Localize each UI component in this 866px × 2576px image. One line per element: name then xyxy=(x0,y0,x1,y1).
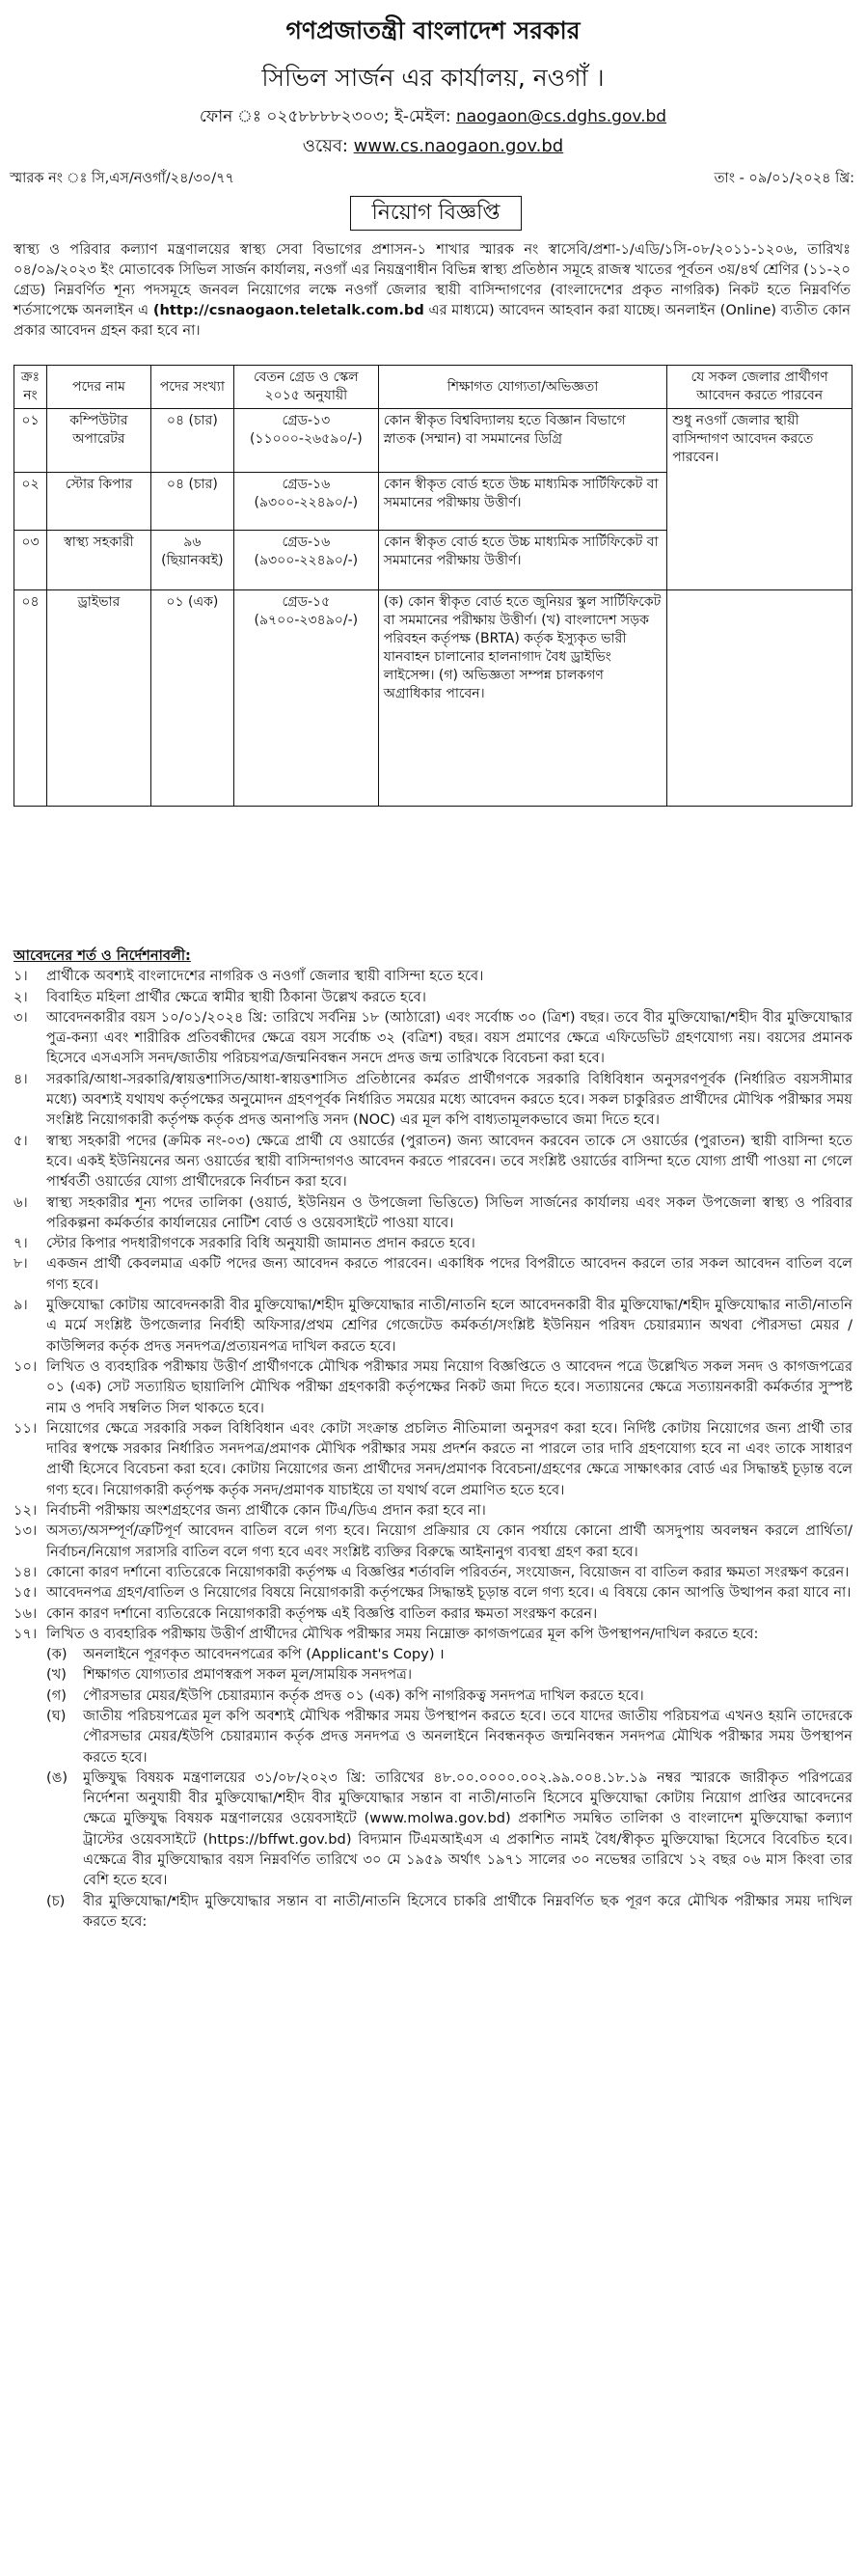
row-serial: ০৪ xyxy=(14,590,47,807)
condition-number: ১৬। xyxy=(14,1604,38,1622)
header-post: পদের নাম xyxy=(46,366,150,409)
row-grade: গ্রেড-১৫ (৯৭০০-২৩৪৯০/-) xyxy=(233,590,378,807)
condition-number: ১৩। xyxy=(14,1522,38,1540)
row-serial: ০১ xyxy=(14,409,47,473)
row-count: ০৪ (চার) xyxy=(150,409,233,473)
row-qualification: (ক) কোন স্বীকৃত বোর্ড হতে জুনিয়র স্কুল সার্টিফিকেট বা সমমানের পরীক্ষায় উত্তীর্ণ। (খ) বাংলাদেশ সড়ক পরিবহন কর্তৃপক্ষ (BRTA) কর্তৃক ইস্যুকৃত ভারী যানবাহন চালানোর হালনাগাদ বৈধ ড্রাইভিং লাইসেন্স। (গ) অভিজ্ঞতা সম্পন্ন চালকগণ অগ্রাধিকার পাবেন। xyxy=(378,590,666,807)
condition-text: লিখিত ও ব্যবহারিক পরীক্ষায় উত্তীর্ণ প্রার্থীদের মৌখিক পরীক্ষার সময় নিম্নোক্ত কাগজপত্রের মূল কপি উপস্থাপন/দাখিল করতে হবে: xyxy=(46,1625,759,1642)
row-post: ড্রাইভার xyxy=(46,590,150,807)
intro-paragraph xyxy=(14,239,851,341)
notice-title: নিয়োগ বিজ্ঞপ্তি xyxy=(350,196,522,231)
document-text: অনলাইনে পূরণকৃত আবেদনপত্রের কপি (Applicant's Copy) । xyxy=(83,1646,445,1663)
condition-number: ৬। xyxy=(14,1193,28,1211)
application-link[interactable]: (http://csnaogaon.teletalk.com.bd xyxy=(152,302,424,318)
conditions-heading: আবেদনের শর্ত ও নির্দেশনাবলী: xyxy=(14,947,191,964)
condition-text: কোনো কারণ দর্শানো ব্যতিরেকে নিয়োগকারী কর্তৃপক্ষ এ বিজ্ঞপ্তির শর্তাবলি পরিবর্তন, সংযোজন, বিয়োজন বা বাতিল করার ক্ষমতা সংরক্ষণ করেন। xyxy=(46,1563,850,1580)
condition-text: একজন প্রার্থী কেবলমাত্র একটি পদের জন্য আবেদন করতে পারবেন। একাধিক পদের বিপরীতে আবেদন করলে তার সকল আবেদন বাতিল বলে গণ্য হবে। xyxy=(46,1255,852,1293)
condition-number: ১২। xyxy=(14,1502,38,1520)
memo-number: স্মারক নং ঃ সি,এস/নওগাঁ/২৪/৩০/৭৭ xyxy=(10,171,234,186)
eligible-districts: শুধু নওগাঁ জেলার স্থায়ী বাসিন্দাগণ আবেদন করতে পারবেন। xyxy=(667,409,852,590)
header-grade: বেতন গ্রেড ও স্কেল ২০১৫ অনুযায়ী xyxy=(233,366,378,409)
row-grade: গ্রেড-১৬ (৯৩০০-২২৪৯০/-) xyxy=(233,531,378,590)
row-serial: ০২ xyxy=(14,473,47,531)
condition-number: ১৭। xyxy=(14,1625,38,1642)
row-qualification: কোন স্বীকৃত বিশ্ববিদ্যালয় হতে বিজ্ঞান বিভাগে স্নাতক (সম্মান) বা সমমানের ডিগ্রি xyxy=(378,409,666,473)
row-qualification: কোন স্বীকৃত বোর্ড হতে উচ্চ মাধ্যমিক সার্টিফিকেট বা সমমানের পরীক্ষায় উত্তীর্ণ। xyxy=(378,531,666,590)
condition-text: কোন কারণ দর্শানো ব্যতিরেকে নিয়োগকারী কর্তৃপক্ষ এই বিজ্ঞপ্তি বাতিল করার ক্ষমতা সংরক্ষণ করেন। xyxy=(46,1604,598,1622)
document-item xyxy=(46,1664,852,1685)
condition-item xyxy=(14,1582,852,1603)
condition-item xyxy=(14,1357,852,1418)
condition-text: আবেদনকারীর বয়স ১০/০১/২০২৪ খ্রি: তারিখে সর্বনিম্ন ১৮ (আঠারো) এবং সর্বোচ্চ ৩০ (ত্রিশ) বছর। তবে বীর মুক্তিযোদ্ধা/শহীদ বীর মুক্তিযোদ্ধার পুত্র-কন্যা এবং শারীরিক প্রতিবন্ধীদের ক্ষেত্রে বয়স সর্বোচ্চ ৩২ (বত্রিশ) বছর। বয়স প্রমাণের ক্ষেত্রে এফিডেভিট গ্রহণযোগ্য নয়। বয়সের প্রমানক হিসেবে এসএসসি সনদ/জাতীয় পরিচয়পত্র/জন্মনিবন্ধন সনদে প্রদত্ত জন্ম তারিখকে বিবেচনা করা হবে। xyxy=(46,1008,852,1067)
document-letter: (খ) xyxy=(46,1666,67,1684)
vacancy-table xyxy=(14,365,852,807)
condition-text: নিয়োগের ক্ষেত্রে সরকারি সকল বিধিবিধান এবং কোটা সংক্রান্ত প্রচলিত নীতিমালা অনুসরণ করা হবে। নির্দিষ্ট কোটায় নিয়োগের জন্য প্রার্থী তার দাবির স্বপক্ষে সরকার নির্ধারিত সনদপত্র/প্রমাণক মৌখিক পরীক্ষার সময় প্রদর্শন করতে না পারলে তার দাবি গ্রহণযোগ্য হবে না এবং তাকে সাধারণ প্রার্থী হিসেবে বিবেচনা করা হবে। কোটায় নিয়োগের জন্য প্রার্থীদের সনদ/প্রমাণক বিবেচনা/গ্রহণের ক্ষেত্রে সাক্ষাৎকার বোর্ড এর সিদ্ধান্তই চূড়ান্ত বলে গণ্য হবে। নিয়োগকারী কর্তৃপক্ষ কর্তৃক সনদ/প্রমাণক যাচাইয়ে তা যথার্থ বলে প্রমাণিত হতে হবে। xyxy=(46,1419,852,1498)
condition-item xyxy=(14,1295,852,1357)
document-text: শিক্ষাগত যোগ্যতার প্রমাণস্বরূপ সকল মূল/সাময়িক সনদপত্র। xyxy=(83,1666,413,1684)
row-count: ০৪ (চার) xyxy=(150,473,233,531)
condition-item xyxy=(14,1562,852,1582)
office-title: সিভিল সার্জন এর কার্যালয়, নওগাঁ । xyxy=(261,64,605,92)
table-header-row xyxy=(14,366,852,409)
condition-number: ৯। xyxy=(14,1297,28,1314)
table-row xyxy=(14,409,852,473)
document-text: পৌরসভার মেয়র/ইউপি চেয়ারম্যান কর্তৃক প্রদত্ত ০১ (এক) কপি নাগরিকত্ব সনদপত্র দাখিল করতে হবে। xyxy=(83,1686,644,1704)
memo-date: তাং - ০৯/০১/২০২৪ খ্রি: xyxy=(714,171,854,186)
condition-number: ৩। xyxy=(14,1008,28,1026)
document-letter: (চ) xyxy=(46,1892,66,1909)
condition-number: ১০। xyxy=(14,1357,38,1375)
header-qualification: শিক্ষাগত যোগ্যতা/অভিজ্ঞতা xyxy=(378,366,666,409)
website-line xyxy=(0,132,866,162)
condition-text: স্টোর কিপার পদধারীগণকে সরকারি বিধি অনুযায়ী জামানত প্রদান করতে হবে। xyxy=(46,1235,475,1252)
document-letter: (ঘ) xyxy=(46,1707,67,1724)
condition-text: আবেদনপত্র গ্রহণ/বাতিল ও নিয়োগের বিষয়ে নিয়োগকারী কর্তৃপক্ষের সিদ্ধান্তই চূড়ান্ত বলে গণ্য হবে। এ বিষয়ে কোন আপত্তি উত্থাপন করা যাবে না। xyxy=(46,1584,852,1602)
condition-number: ১। xyxy=(14,968,28,985)
condition-item xyxy=(14,1500,852,1521)
email-link[interactable]: naogaon@cs.dghs.gov.bd xyxy=(455,107,667,126)
condition-item xyxy=(14,1233,852,1253)
web-label: ওয়েব: xyxy=(302,136,354,156)
phone-text: ফোন ঃ ০২৫৮৮৮৮২৩০৩; ই-মেইল: xyxy=(199,107,456,126)
condition-number: ৮। xyxy=(14,1255,28,1273)
conditions-section xyxy=(14,945,852,1932)
condition-item xyxy=(14,1521,852,1562)
condition-text: সরকারি/আধা-সরকারি/স্বায়ত্তশাসিত/আধা-স্বায়ত্তশাসিত প্রতিষ্ঠানের কর্মরত প্রার্থীগণকে সরকারি বিধিবিধান অনুসরণপূর্বক (নির্ধারিত বয়সসীমার মধ্যে) অবশ্যই যথাযথ কর্তৃপক্ষের অনুমোদন গ্রহণপূর্বক নির্ধারিত সময়ের মধ্যে আবেদন করতে হবে। সকল চাকুরিরত প্রার্থীদের মৌখিক পরীক্ষার সময় সংশ্লিষ্ট নিয়োগকারী কর্তৃপক্ষ কর্তৃক প্রদত্ত অনাপত্তি সনদ (NOC) এর মূল কপি বাধ্যতামূলকভাবে জমা দিতে হবে। xyxy=(46,1070,852,1129)
intro-text-2: এর মাধ্যমে) আবেদন আহবান করা যাচ্ছে। অনলাইন (Online) ব্যতীত কোন প্রকার আবেদন গ্রহন করা হবে না। xyxy=(14,302,851,339)
condition-text: বিবাহিত মহিলা প্রার্থীর ক্ষেত্রে স্বামীর স্থায়ী ঠিকানা উল্লেখ করতে হবে। xyxy=(46,988,426,1005)
condition-number: ১৪। xyxy=(14,1563,38,1580)
condition-text: অসত্য/অসম্পূর্ণ/ত্রুটিপূর্ণ আবেদন বাতিল বলে গণ্য হবে। নিয়োগ প্রক্রিয়ার যে কোন পর্যায়ে কোনো প্রার্থী অসদুপায় অবলম্বন করলে প্রার্থিতা/নির্বাচন/নিয়োগ সরাসরি বাতিল বলে গণ্য হবে এবং সংশ্লিষ্ট ব্যক্তির বিরুদ্ধে আইনানুগ ব্যবস্থা গ্রহণ করা হবে। xyxy=(46,1522,852,1560)
condition-item xyxy=(14,1603,852,1624)
row-qualification: কোন স্বীকৃত বোর্ড হতে উচ্চ মাধ্যমিক সার্টিফিকেট বা সমমানের পরীক্ষায় উত্তীর্ণ। xyxy=(378,473,666,531)
document-item xyxy=(46,1685,852,1706)
condition-item xyxy=(14,1418,852,1500)
document-item xyxy=(46,1644,852,1664)
condition-number: ৫। xyxy=(14,1132,28,1149)
header-eligible: যে সকল জেলার প্রার্থীগণ আবেদন করতে পারবেন xyxy=(667,366,852,409)
row-count: ০১ (এক) xyxy=(150,590,233,807)
document-item xyxy=(46,1768,852,1891)
document-letter: (ঙ) xyxy=(46,1768,68,1786)
government-title: গণপ্রজাতন্ত্রী বাংলাদেশ সরকার xyxy=(285,16,581,44)
table-row xyxy=(14,590,852,807)
condition-item xyxy=(14,987,852,1007)
row-post: কম্পিউটার অপারেটর xyxy=(46,409,150,473)
document-letter: (ক) xyxy=(46,1646,68,1663)
header-serial: ক্রঃ নং xyxy=(14,366,47,409)
row-post: স্টোর কিপার xyxy=(46,473,150,531)
website-link[interactable]: www.cs.naogaon.gov.bd xyxy=(353,136,564,156)
document-item xyxy=(46,1891,852,1932)
condition-item xyxy=(14,1192,852,1234)
condition-text: লিখিত ও ব্যবহারিক পরীক্ষায় উত্তীর্ণ প্রার্থীগণকে মৌখিক পরীক্ষার সময় নিয়োগ বিজ্ঞপ্তিতে ও আবেদন পত্রে উল্লেখিত সকল সনদ ও কাগজপত্রের ০১ (এক) সেট সত্যায়িত ছায়ালিপি মৌখিক পরীক্ষা গ্রহণকারী কর্তৃপক্ষের নিকট জমা দিতে হবে। সত্যায়নের ক্ষেত্রে সত্যায়নকারী কর্মকর্তার সুস্পষ্ট নাম ও পদবি সম্বলিত সিল থাকতে হবে। xyxy=(46,1357,852,1416)
condition-item xyxy=(14,1253,852,1295)
row-serial: ০৩ xyxy=(14,531,47,590)
condition-item xyxy=(14,1007,852,1069)
condition-item xyxy=(14,1069,852,1131)
condition-number: ৪। xyxy=(14,1070,28,1087)
header-count: পদের সংখ্যা xyxy=(150,366,233,409)
row-grade: গ্রেড-১৬ (৯৩০০-২২৪৯০/-) xyxy=(233,473,378,531)
condition-item xyxy=(14,966,852,986)
condition-number: ৭। xyxy=(14,1235,28,1252)
document-text: মুক্তিযুদ্ধ বিষয়ক মন্ত্রণালয়ের ৩১/০৮/২০২৩ খ্রি: তারিখের ৪৮.০০.০০০০.০০২.৯৯.০০৪.১৮.১৯ নম্বর স্মারকে জারীকৃত পরিপত্রের নির্দেশনা অনুযায়ী বীর মুক্তিযোদ্ধা/শহীদ বীর মুক্তিযোদ্ধার সন্তান বা নাতী/নাতনি হিসেবে মুক্তিযোদ্ধা কোটায় নিয়োগ প্রাপ্তির আবেদনের ক্ষেত্রে মুক্তিযুদ্ধ বিষয়ক মন্ত্রণালয়ের ওয়েবসাইটে (www.molwa.gov.bd) প্রকাশিত সমন্বিত তালিকা ও বাংলাদেশ মুক্তিযোদ্ধা কল্যাণ ট্রাস্টের ওয়েবসাইটে (https://bffwt.gov.bd) বিদ্যমান টিএমআইএস এ প্রকাশিত নামই বৈধ/স্বীকৃত মুক্তিযোদ্ধা হিসেবে বিবেচিত হবে। এক্ষেত্রে বীর মুক্তিযোদ্ধার বয়স নিম্নবর্ণিত তারিখে ৩০ মে ১৯৫৯ অর্থাৎ ১৯৭১ সালের ৩০ নভেম্বর তারিখে ১২ বছর ০৬ মাস কিংবা তার বেশি হতে হবে। xyxy=(83,1768,852,1889)
condition-number: ১৫। xyxy=(14,1584,38,1602)
reference-line xyxy=(10,168,856,191)
condition-text: নির্বাচনী পরীক্ষায় অংশগ্রহণের জন্য প্রার্থীকে কোন টিএ/ডিএ প্রদান করা হবে না। xyxy=(46,1502,486,1520)
condition-number: ১১। xyxy=(14,1419,38,1437)
document-letter: (গ) xyxy=(46,1686,67,1704)
document-text: জাতীয় পরিচয়পত্রের মূল কপি অবশ্যই মৌখিক পরীক্ষার সময় উপস্থাপন করতে হবে। তবে যাদের জাতীয় পরিচয়পত্র এখনও হয়নি তাদেরকে পৌরসভার মেয়র/ইউপি চেয়ারম্যান কর্তৃক প্রদত্ত সনদপত্র ও অনলাইনে নিবন্ধনকৃত জন্মনিবন্ধন সনদপত্র মৌখিক পরীক্ষার সময় উপস্থাপন করতে হবে। xyxy=(83,1707,852,1766)
row-post: স্বাস্থ্য সহকারী xyxy=(46,531,150,590)
condition-text: স্বাস্থ্য সহকারীর শূন্য পদের তালিকা (ওয়ার্ড, ইউনিয়ন ও উপজেলা ভিত্তিতে) সিভিল সার্জনের কার্যালয় এবং সকল উপজেলা স্বাস্থ্য ও পরিবার পরিকল্পনা কর্মকর্তার কার্যালয়ের নোটিশ বোর্ড ও ওয়েবসাইটে পাওয়া যাবে। xyxy=(46,1193,852,1231)
condition-text: প্রার্থীকে অবশ্যই বাংলাদেশের নাগরিক ও নওগাঁ জেলার স্থায়ী বাসিন্দা হতে হবে। xyxy=(46,968,484,985)
condition-text: স্বাস্থ্য সহকারী পদের (ক্রমিক নং-০৩) ক্ষেত্রে প্রার্থী যে ওয়ার্ডের (পুরাতন) জন্য আবেদন করবেন তাকে সে ওয়ার্ডের (পুরাতন) স্থায়ী বাসিন্দা হতে হবে। একই ইউনিয়নের অন্য ওয়ার্ডের স্থায়ী বাসিন্দাগণও আবেদন করতে পারবেন। তবে সংশ্লিষ্ট ওয়ার্ডের বাসিন্দা হতে যোগ্য প্রার্থী পাওয়া না গেলে পার্শ্ববর্তী ওয়ার্ডের যোগ্য প্রার্থীদেরকে নির্বাচন করা হবে। xyxy=(46,1132,852,1191)
row-grade: গ্রেড-১৩ (১১০০০-২৬৫৯০/-) xyxy=(233,409,378,473)
contact-line xyxy=(0,104,866,131)
condition-text: মুক্তিযোদ্ধা কোটায় আবেদনকারী বীর মুক্তিযোদ্ধা/শহীদ মুক্তিযোদ্ধার নাতী/নাতনি হলে আবেদনকারী বীর মুক্তিযোদ্ধা/শহীদ মুক্তিযোদ্ধার নাতী/নাতনি এ মর্মে সংশ্লিষ্ট উপজেলার নির্বাহী অফিসার/প্রথম শ্রেণির গেজেটেড কর্মকর্তা/সংশ্লিষ্ট ইউনিয়ন পরিষদ চেয়ারম্যান অথবা পৌরসভা মেয়র /কাউন্সিলর কর্তৃক প্রদত্ত সনদপত্র/প্রত্যয়নপত্র দাখিল করতে হবে। xyxy=(46,1297,852,1355)
condition-item xyxy=(14,1624,852,1644)
row-count: ৯৬ (ছিয়ানব্বই) xyxy=(150,531,233,590)
document-item xyxy=(46,1706,852,1768)
empty-cell xyxy=(667,590,852,807)
document-text: বীর মুক্তিযোদ্ধা/শহীদ মুক্তিযোদ্ধার সন্তান বা নাতী/নাতনি হিসেবে চাকরি প্রার্থীকে নিম্নবর্ণিত ছক পূরণ করে মৌখিক পরীক্ষার সময় দাখিল করতে হবে: xyxy=(83,1892,852,1930)
condition-number: ২। xyxy=(14,988,28,1005)
intro-text-1: স্বাস্থ্য ও পরিবার কল্যাণ মন্ত্রণালয়ের স্বাস্থ্য সেবা বিভাগের প্রশাসন-১ শাখার স্মারক নং স্বাসেবি/প্রশা-১/এডি/১সি-০৮/২০১১-১২০৬, তারিখঃ ০৪/০৯/২০২৩ ইং মোতাবেক সিভিল সার্জন কার্যালয়, নওগাঁ এর নিয়ন্ত্রণাধীন বিভিন্ন স্বাস্থ্য প্রতিষ্ঠান সমূহে রাজস্ব খাতের পূর্বতন ৩য়/৪র্থ শ্রেণির (১১-২০ গ্রেড) নিম্নবর্ণিত শূন্য পদসমূহে জনবল নিয়োগের লক্ষে নওগাঁ জেলার স্থায়ী বাসিন্দাগণের (বাংলাদেশের প্রকৃত নাগরিক) নিকট হতে নিম্নবর্ণিত শর্তসাপেক্ষে অনলাইন এ xyxy=(14,241,851,318)
condition-item xyxy=(14,1131,852,1192)
